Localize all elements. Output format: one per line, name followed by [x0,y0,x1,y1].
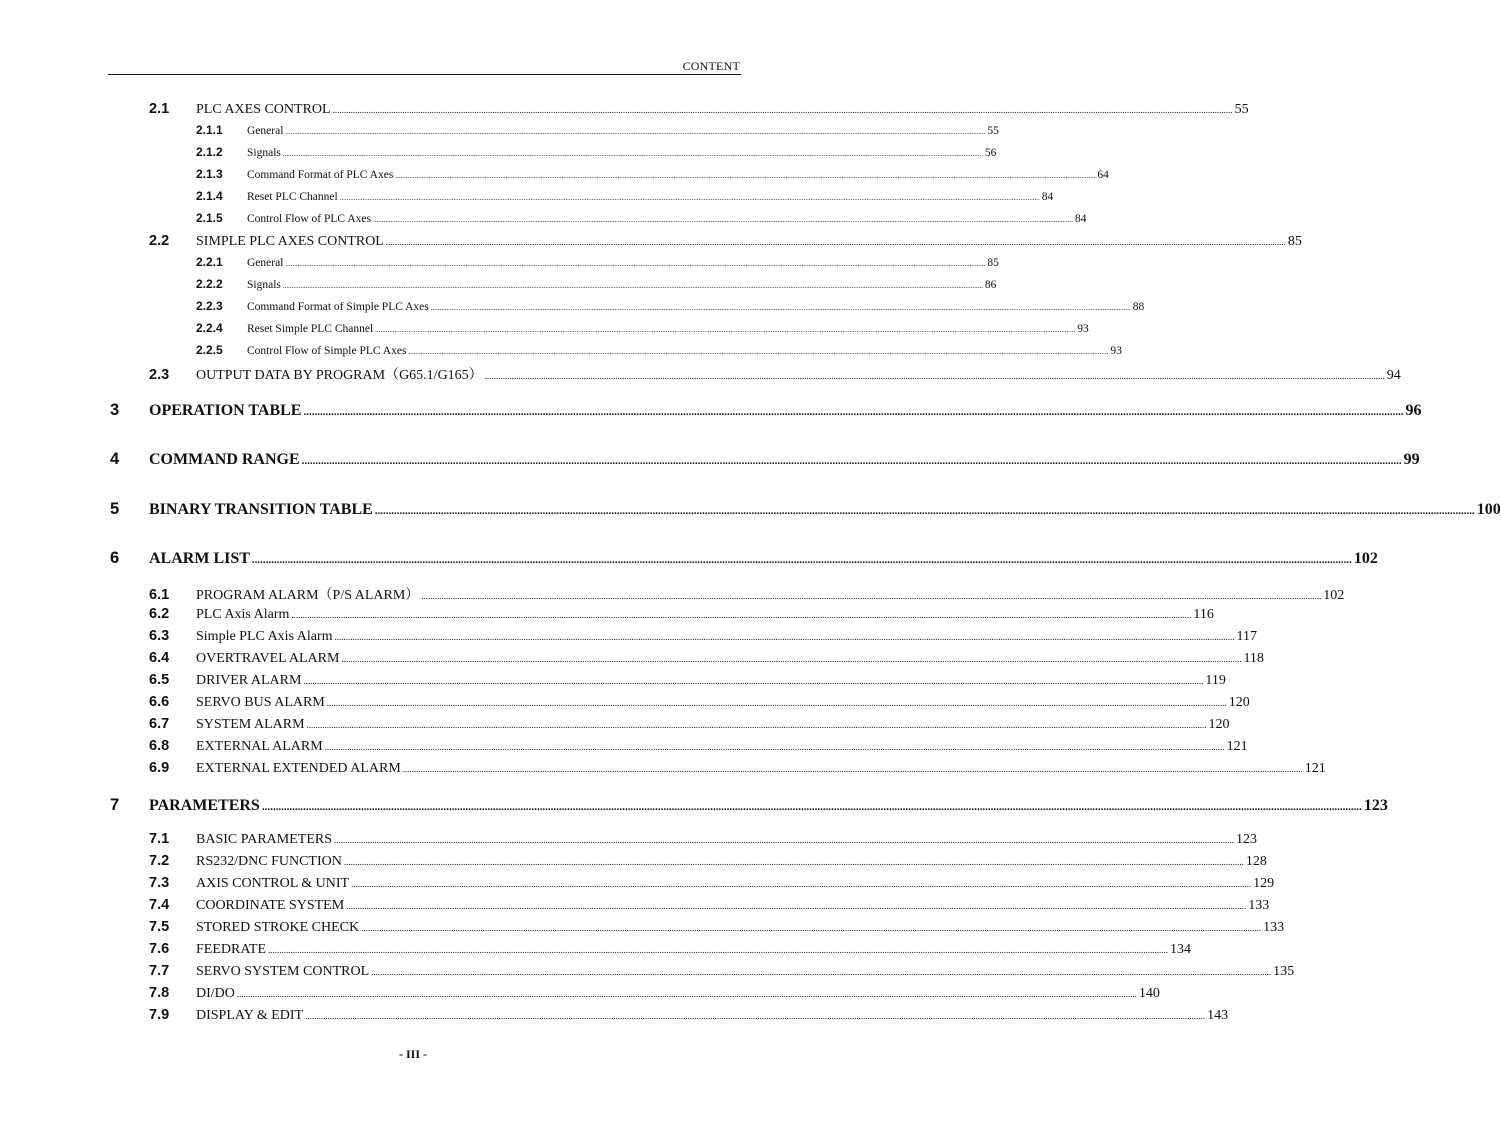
dot-leader: ................................................................................................................................................................................................................................................................................................................................................................................................................ [305,1011,1206,1021]
toc-entry-title: COMMAND RANGE [149,451,300,468]
toc-entry[interactable] [149,853,1267,873]
toc-entry-page: 100 [1476,501,1501,518]
toc-entry-number: 2.1.3 [196,167,223,181]
toc-entry-title: OVERTRAVEL ALARM [196,651,340,666]
toc-entry-number: 2.2.2 [196,277,223,291]
dot-leader: ................................................................................................................................................................................................................................................................................................................................................................................................................ [408,348,1109,356]
toc-entry-page: 135 [1273,964,1295,979]
toc-entry-page: 120 [1208,717,1230,732]
toc-entry-number: 6.3 [149,628,170,644]
toc-entry-page: 84 [1041,191,1054,203]
toc-entry-page: 93 [1110,345,1122,357]
toc-entry-number: 2.2.3 [196,299,223,313]
toc-entry-page: 140 [1138,986,1160,1001]
dot-leader: ................................................................................................................................................................................................................................................................................................................................................................................................................ [332,105,1233,115]
toc-entry-number: 6.4 [149,650,170,666]
toc-entry-page: 85 [1287,234,1302,249]
toc-entry[interactable] [196,211,1087,229]
toc-entry[interactable] [149,760,1326,780]
dot-leader: ................................................................................................................................................................................................................................................................................................................................................................................................................ [371,967,1272,977]
toc-entry-page: 102 [1323,588,1345,603]
dot-leader: ................................................................................................................................................................................................................................................................................................................................................................................................................ [291,610,1192,620]
toc-entry-number: 7.6 [149,941,170,957]
dot-leader: ................................................................................................................................................................................................................................................................................................................................................................................................................ [351,879,1252,889]
toc-entry-title: Signals [247,279,281,291]
toc-entry[interactable] [149,875,1275,895]
toc-entry[interactable] [196,299,1145,317]
toc-entry-number: 7.4 [149,897,170,913]
toc-entry-number: 2.2.5 [196,343,223,357]
toc-entry-page: 143 [1207,1008,1229,1023]
dot-leader: ................................................................................................................................................................................................................................................................................................................................................................................................................ [303,676,1204,686]
toc-entry-page: 93 [1077,323,1089,335]
toc-entry-title: SYSTEM ALARM [196,717,305,732]
toc-entry-title: PLC AXES CONTROL [196,102,331,117]
toc-entry[interactable] [196,321,1089,339]
toc-entry-page: 120 [1228,695,1250,710]
dot-leader: ................................................................................................................................................................................................................................................................................................................................................................................................................ [430,304,1131,312]
toc-entry[interactable] [196,167,1109,185]
toc-entry-number: 6.5 [149,672,170,688]
toc-entry-number: 2.1.2 [196,145,223,159]
toc-entry[interactable] [149,963,1295,983]
toc-entry-page: 129 [1253,876,1275,891]
toc-entry-page: 116 [1193,607,1214,622]
toc-entry-number: 2.3 [149,367,170,383]
toc-entry[interactable] [110,549,1378,573]
dot-leader: ................................................................................................................................................................................................................................................................................................................................................................................................................ [339,194,1040,202]
toc-entry-title: ALARM LIST [149,550,250,567]
toc-entry-number: 7.3 [149,875,170,891]
toc-entry[interactable] [149,364,1401,384]
toc-entry[interactable] [196,145,997,163]
toc-entry-title: Reset PLC Channel [247,191,338,203]
toc-entry-title: COORDINATE SYSTEM [196,898,345,913]
toc-entry[interactable] [196,189,1054,207]
toc-entry-number: 2.1.1 [196,123,223,137]
toc-entry-number: 6.2 [149,606,170,622]
toc-entry-page: 123 [1363,797,1388,814]
toc-entry[interactable] [110,450,1420,474]
dot-leader: ................................................................................................................................................................................................................................................................................................................................................................................................................ [285,128,986,136]
dot-leader: ................................................................................................................................................................................................................................................................................................................................................................................................................ [346,901,1247,911]
toc-entry-number: 7.1 [149,831,170,847]
toc-entry[interactable] [149,716,1230,736]
toc-entry-page: 133 [1248,898,1270,913]
toc-entry-title: Control Flow of Simple PLC Axes [247,345,407,357]
toc-entry-title: EXTERNAL ALARM [196,739,323,754]
toc-entry-page: 55 [987,125,999,137]
toc-entry[interactable] [196,277,997,295]
toc-entry-page: 55 [1234,102,1249,117]
toc-entry-number: 2.1.5 [196,211,223,225]
toc-entry-page: 86 [984,279,997,291]
toc-entry-number: 3 [110,401,120,419]
toc-entry-page: 134 [1170,942,1191,957]
toc-entry-number: 5 [110,500,120,518]
toc-entry[interactable] [110,401,1422,425]
toc-entry-number: 2.2.4 [196,321,223,335]
toc-entry-number: 6 [110,549,120,567]
toc-entry-number: 7 [110,796,120,814]
page-number-footer: - III - [398,1047,427,1061]
toc-entry-title: EXTERNAL EXTENDED ALARM [196,761,401,776]
dot-leader: ................................................................................................................................................................................................................................................................................................................................................................................................................ [374,505,1475,517]
toc-entry-page: 121 [1304,761,1326,776]
toc-entry-title: SIMPLE PLC AXES CONTROL [196,234,384,249]
toc-entry-page: 119 [1205,673,1226,688]
toc-entry-title: SERVO BUS ALARM [196,695,325,710]
toc-entry-page: 123 [1236,832,1258,847]
toc-entry-number: 6.6 [149,694,170,710]
toc-entry-page: 99 [1403,451,1420,468]
toc-entry-title: Reset Simple PLC Channel [247,323,374,335]
toc-entry-page: 88 [1132,301,1145,313]
toc-entry-page: 56 [984,147,997,159]
toc-entry-page: 102 [1353,550,1378,567]
toc-entry-title: DISPLAY & EDIT [196,1008,304,1023]
dot-leader: ................................................................................................................................................................................................................................................................................................................................................................................................................ [421,591,1322,601]
dot-leader: ................................................................................................................................................................................................................................................................................................................................................................................................................ [282,282,983,290]
toc-entry-number: 6.1 [149,587,170,603]
dot-leader: ................................................................................................................................................................................................................................................................................................................................................................................................................ [361,923,1262,933]
toc-entry[interactable] [149,606,1214,626]
dot-leader: ................................................................................................................................................................................................................................................................................................................................................................................................................ [343,857,1244,867]
dot-leader: ................................................................................................................................................................................................................................................................................................................................................................................................................ [285,260,986,268]
dot-leader: ................................................................................................................................................................................................................................................................................................................................................................................................................ [341,654,1242,664]
toc-entry-page: 85 [987,257,999,269]
dot-leader: ................................................................................................................................................................................................................................................................................................................................................................................................................ [385,237,1286,247]
dot-leader: ................................................................................................................................................................................................................................................................................................................................................................................................................ [306,720,1207,730]
toc-entry-page: 133 [1263,920,1285,935]
toc-entry-number: 7.2 [149,853,170,869]
toc-entry[interactable] [149,101,1249,121]
dot-leader: ................................................................................................................................................................................................................................................................................................................................................................................................................ [334,632,1235,642]
toc-entry-title: Signals [247,147,281,159]
toc-entry[interactable] [196,343,1122,361]
toc-entry-number: 6.8 [149,738,170,754]
dot-leader: ................................................................................................................................................................................................................................................................................................................................................................................................................ [372,216,1073,224]
toc-entry-title: Command Format of Simple PLC Axes [247,301,429,313]
toc-entry-title: General [247,125,284,137]
dot-leader: ................................................................................................................................................................................................................................................................................................................................................................................................................ [324,742,1225,752]
toc-entry-title: BASIC PARAMETERS [196,832,333,847]
toc-entry-number: 2.2 [149,233,170,249]
dot-leader: ................................................................................................................................................................................................................................................................................................................................................................................................................ [282,150,983,158]
dot-leader: ................................................................................................................................................................................................................................................................................................................................................................................................................ [301,455,1402,467]
toc-entry[interactable] [149,650,1264,670]
toc-entry-title: SERVO SYSTEM CONTROL [196,964,370,979]
toc-entry[interactable] [149,941,1191,961]
toc-entry[interactable] [149,233,1302,253]
toc-entry-title: Simple PLC Axis Alarm [196,629,333,644]
toc-entry-title: General [247,257,284,269]
toc-entry-page: 117 [1236,629,1257,644]
toc-entry-title: STORED STROKE CHECK [196,920,360,935]
toc-entry-title: DI/DO [196,986,235,1001]
toc-entry-page: 118 [1243,651,1264,666]
toc-entry-title: FEEDRATE [196,942,266,957]
toc-entry-title: PLC Axis Alarm [196,607,290,622]
toc-entry[interactable] [149,919,1285,939]
dot-leader: ................................................................................................................................................................................................................................................................................................................................................................................................................ [326,698,1227,708]
toc-entry-number: 7.9 [149,1007,170,1023]
toc-entry-title: DRIVER ALARM [196,673,302,688]
toc-entry[interactable] [149,831,1258,851]
toc-entry-number: 6.9 [149,760,170,776]
toc-entry-page: 121 [1226,739,1248,754]
toc-entry-page: 64 [1097,169,1109,181]
toc-entry[interactable] [149,628,1257,648]
toc-entry[interactable] [110,500,1501,524]
toc-entry-page: 94 [1386,368,1401,383]
dot-leader: ................................................................................................................................................................................................................................................................................................................................................................................................................ [303,406,1404,418]
toc-entry-title: Command Format of PLC Axes [247,169,394,181]
dot-leader: ................................................................................................................................................................................................................................................................................................................................................................................................................ [268,945,1168,955]
toc-entry-title: BINARY TRANSITION TABLE [149,501,373,518]
toc-entry-title: PROGRAM ALARM（P/S ALARM） [196,588,420,603]
toc-entry-page: 96 [1405,402,1422,419]
toc-entry-title: Control Flow of PLC Axes [247,213,371,225]
toc-entry-number: 4 [110,450,120,468]
toc-entry[interactable] [196,123,999,141]
toc-entry-number: 7.8 [149,985,170,1001]
toc-entry[interactable] [149,1007,1229,1027]
toc-entry-number: 2.1 [149,101,170,117]
toc-entry-number: 2.2.1 [196,255,223,269]
toc-entry[interactable] [149,694,1250,714]
dot-leader: ................................................................................................................................................................................................................................................................................................................................................................................................................ [402,764,1303,774]
toc-entry[interactable] [110,796,1388,820]
toc-entry-number: 2.1.4 [196,189,223,203]
dot-leader: ................................................................................................................................................................................................................................................................................................................................................................................................................ [484,371,1385,381]
toc-entry-title: RS232/DNC FUNCTION [196,854,342,869]
toc-entry[interactable] [149,897,1270,917]
toc-entry-page: 128 [1245,854,1267,869]
toc-entry-number: 6.7 [149,716,170,732]
toc-entry-number: 7.5 [149,919,170,935]
toc-entry-title: OPERATION TABLE [149,402,302,419]
toc-entry-number: 7.7 [149,963,170,979]
toc-entry[interactable] [196,255,999,273]
toc-entry[interactable] [149,738,1248,758]
dot-leader: ................................................................................................................................................................................................................................................................................................................................................................................................................ [334,835,1235,845]
dot-leader: ................................................................................................................................................................................................................................................................................................................................................................................................................ [261,801,1362,813]
toc-entry-title: OUTPUT DATA BY PROGRAM（G65.1/G165） [196,368,483,383]
toc-entry-title: AXIS CONTROL & UNIT [196,876,350,891]
toc-entry-title: PARAMETERS [149,797,260,814]
toc-entry[interactable] [149,584,1345,604]
dot-leader: ................................................................................................................................................................................................................................................................................................................................................................................................................ [251,554,1352,566]
toc-entry[interactable] [149,985,1160,1005]
dot-leader: ................................................................................................................................................................................................................................................................................................................................................................................................................ [236,989,1137,999]
dot-leader: ................................................................................................................................................................................................................................................................................................................................................................................................................ [395,172,1096,180]
toc-entry-page: 84 [1074,213,1087,225]
header-title: CONTENT [682,59,740,73]
toc-entry[interactable] [149,672,1226,692]
dot-leader: ................................................................................................................................................................................................................................................................................................................................................................................................................ [375,326,1076,334]
